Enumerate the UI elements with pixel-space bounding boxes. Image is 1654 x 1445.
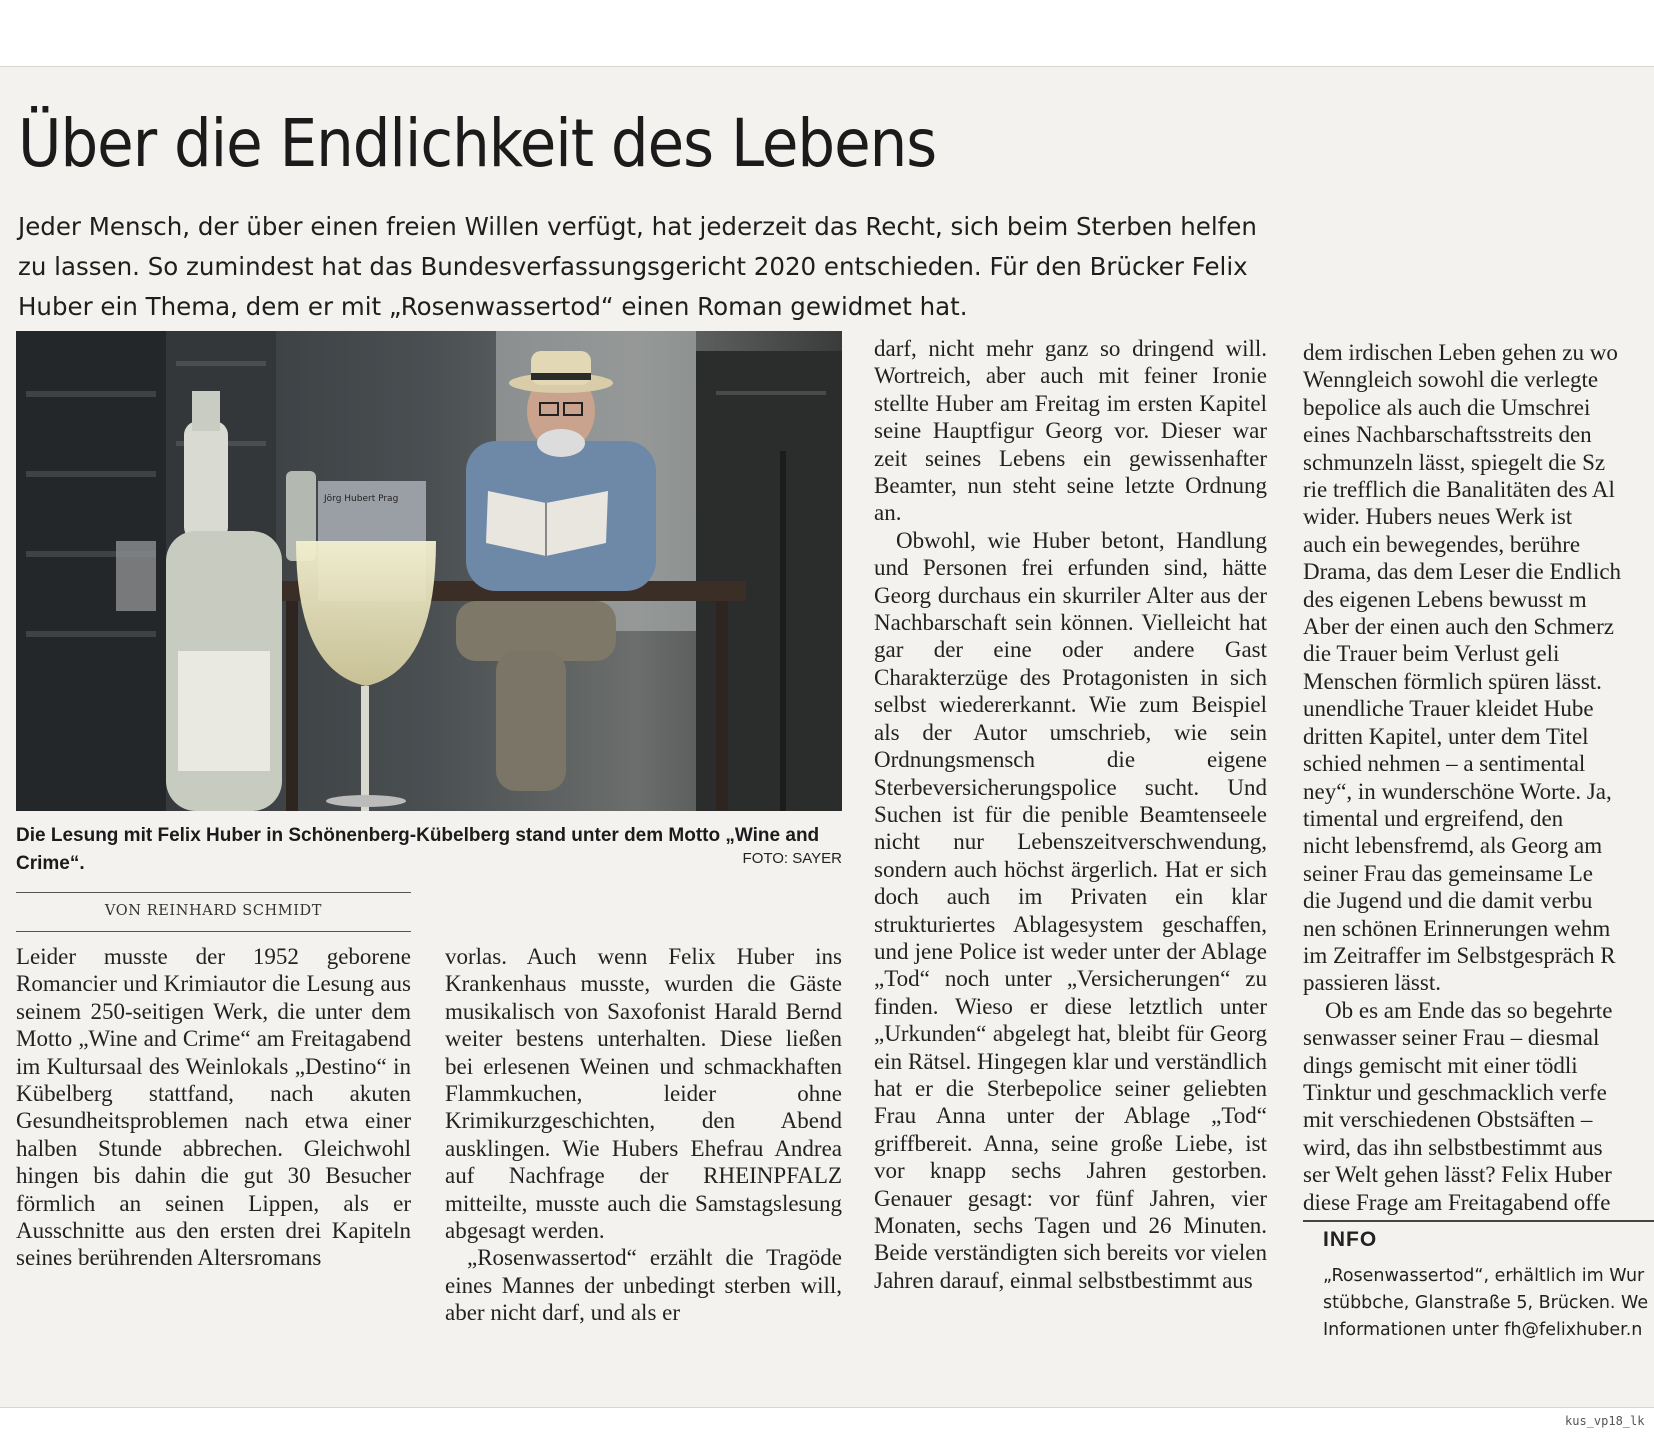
paragraph: Leider musste der 1952 geborene Romancier und Krimiautor die Lesung aus seinem 250-seitigen Werk, die unter dem Motto „Wine and Crime“ am Freitagabend im Kultursaal des Weinlokals „Destino“ in Kübelberg stattfand, nach akuten Gesundheitsproblemen nach etwa einer halben Stunde abbrechen. Gleichwohl hingen bis dahin die gut 30 Besucher förmlich an seinen Lippen, als er Ausschnitte aus den ersten drei Kapiteln seines berührenden Altersromans bbox=[16, 944, 411, 1271]
text-line: nen schönen Erinnerungen wehm bbox=[1303, 915, 1611, 941]
text-line: senwasser seiner Frau – diesmal bbox=[1303, 1025, 1600, 1051]
text-line: unendliche Trauer kleidet Hube bbox=[1303, 696, 1594, 722]
text-line: schmunzeln lässt, spiegelt die Sz bbox=[1303, 449, 1606, 475]
photo-caption: Die Lesung mit Felix Huber in Schönenberg-Kübelberg stand unter dem Motto „Wine and Crime“. bbox=[16, 825, 820, 874]
info-box-rule bbox=[1303, 1220, 1654, 1222]
info-line: Informationen unter fh@felixhuber.n bbox=[1323, 1320, 1643, 1340]
page-code: kus_vp18_lk bbox=[1565, 1414, 1645, 1428]
byline-rule-top bbox=[16, 892, 411, 893]
text-line: wider. Hubers neues Werk ist bbox=[1303, 504, 1573, 530]
text-line: dem irdischen Leben gehen zu wo bbox=[1303, 340, 1618, 365]
info-box bbox=[1323, 1263, 1654, 1344]
byline: VON REINHARD SCHMIDT bbox=[104, 903, 323, 919]
text-line: Aber der einen auch den Schmerz bbox=[1303, 614, 1614, 640]
text-line: diese Frage am Freitagabend offe bbox=[1303, 1189, 1611, 1215]
text-line: dings gemischt mit einer tödli bbox=[1303, 1052, 1578, 1078]
book-cover-title: Jörg Hubert Prag bbox=[324, 494, 399, 504]
photo-credit: FOTO: SAYER bbox=[742, 850, 842, 867]
paragraph: „Rosenwassertod“ erzählt die Tragöde eines Mannes der unbedingt sterben will, aber nicht darf, und als er bbox=[445, 1245, 842, 1326]
text-line: bepolice als auch die Umschrei bbox=[1303, 394, 1591, 420]
paragraph: Obwohl, wie Huber betont, Handlung und Personen frei erfunden sind, hätte Georg durchaus ein skurriler Alter aus der Nachbarschaft sein können. Vielleicht hat gar der eine oder andere Gast Charakterzüge des Protagonisten in sich selbst wiedererkannt. Wie zum Beispiel als der Autor umschrieb, wie sein Ordnungsmensch die eigene Sterbeversicherungspolice sucht. Und Suchen ist für die penible Beamtenseele nicht nur Lebenszeitverschwendung, sondern auch höchst ärgerlich. Hat er sich doch auch im Privaten ein klar strukturiertes Ablagesystem geschaffen, und jene Police ist weder unter der Ablage „Tod“ noch unter „Versicherungen“ zu finden. Wieso er diese letztlich unter „Urkunden“ abgelegt hat, bleibt für Georg ein Rätsel. Hingegen klar und verständlich hat er die Sterbepolice seiner geliebten Frau Anna unter der Ablage „Tod“ griffbereit. Anna, seine große Liebe, ist vor knapp sechs Jahren gestorben. Genauer gesagt: vor fünf Jahren, vier Monaten, sechs Tagen und 26 Minuten. Beide verständigten sich bereits vor vielen Jahren darauf, einmal selbstbestimmt aus bbox=[874, 527, 1267, 1293]
newspaper-clipping bbox=[0, 66, 1654, 1408]
text-column-1 bbox=[16, 943, 411, 1383]
text-line: ser Welt gehen lässt? Felix Huber bbox=[1303, 1162, 1612, 1188]
info-heading: INFO bbox=[1323, 1228, 1378, 1251]
text-column-4-cropped bbox=[1303, 339, 1654, 1215]
text-line: Ob es am Ende das so begehrte bbox=[1325, 997, 1613, 1023]
text-line: die Jugend und die damit verbu bbox=[1303, 888, 1593, 914]
text-line: Wenngleich sowohl die verlegte bbox=[1303, 367, 1599, 393]
text-line: Menschen förmlich spüren lässt. bbox=[1303, 668, 1602, 694]
article-photo bbox=[16, 331, 842, 811]
paragraph: vorlas. Auch wenn Felix Huber ins Krankenhaus musste, wurden die Gäste musikalisch von Saxofonist Harald Bernd weiter bestens unterhalten. Diese ließen bei erlesenen Weinen und schmackhaften Flammkuchen, leider ohne Krimikurzgeschichten, den Abend ausklingen. Wie Hubers Ehefrau Andrea auf Nachfrage der RHEINPFALZ mitteilte, musste auch die Samstagslesung abgesagt werden. bbox=[445, 944, 842, 1244]
text-line: schied nehmen – a sentimental bbox=[1303, 751, 1586, 777]
text-line: Drama, das dem Leser die Endlich bbox=[1303, 559, 1622, 585]
text-line: timental und ergreifend, den bbox=[1303, 805, 1564, 831]
text-line: eines Nachbarschaftsstreits den bbox=[1303, 422, 1592, 448]
text-line: dritten Kapitel, unter dem Titel bbox=[1303, 723, 1589, 749]
text-line: Tinktur und geschmacklich verfe bbox=[1303, 1079, 1607, 1105]
text-line: des eigenen Lebens bewusst m bbox=[1303, 586, 1587, 612]
intro-text: Jeder Mensch, der über einen freien Willen verfügt, hat jederzeit das Recht, sich beim Sterben helfen zu lassen. So zumindest hat das Bundesverfassungsgericht 2020 entschieden. Für den Brücker Felix Huber ein Thema, dem er mit „Rosenwassertod“ einen Roman gewidmet hat. bbox=[18, 212, 1257, 321]
text-line: rie trefflich die Banalitäten des Al bbox=[1303, 477, 1615, 503]
text-line: ney“, in wunderschöne Worte. Ja, bbox=[1303, 778, 1612, 804]
info-line: stübbche, Glanstraße 5, Brücken. We bbox=[1323, 1293, 1649, 1313]
info-line: „Rosenwassertod“, erhältlich im Wur bbox=[1323, 1266, 1645, 1286]
text-line: passieren lässt. bbox=[1303, 970, 1441, 996]
byline-rule-bottom bbox=[16, 931, 411, 932]
headline: Über die Endlichkeit des Lebens bbox=[18, 105, 937, 182]
text-line: seiner Frau das gemeinsame Le bbox=[1303, 860, 1593, 886]
text-line: nicht lebensfremd, als Georg am bbox=[1303, 833, 1603, 859]
text-column-2 bbox=[445, 943, 842, 1383]
text-line: im Zeitraffer im Selbstgespräch R bbox=[1303, 942, 1616, 968]
text-line: mit verschiedenen Obstsäften – bbox=[1303, 1107, 1593, 1133]
text-line: auch ein bewegendes, berühre bbox=[1303, 531, 1581, 557]
text-line: wird, das ihn selbstbestimmt aus bbox=[1303, 1134, 1603, 1160]
paragraph: darf, nicht mehr ganz so dringend will. Wortreich, aber auch mit feiner Ironie stellte Huber am Freitag im ersten Kapitel seine Hauptfigur Georg vor. Dieser war zeit seines Lebens ein gewissenhafter Beamter, nun steht seine letzte Ordnung an. bbox=[874, 336, 1267, 526]
bleed-through-text bbox=[0, 241, 18, 309]
text-line: die Trauer beim Verlust geli bbox=[1303, 641, 1560, 667]
text-column-3 bbox=[874, 335, 1267, 1385]
